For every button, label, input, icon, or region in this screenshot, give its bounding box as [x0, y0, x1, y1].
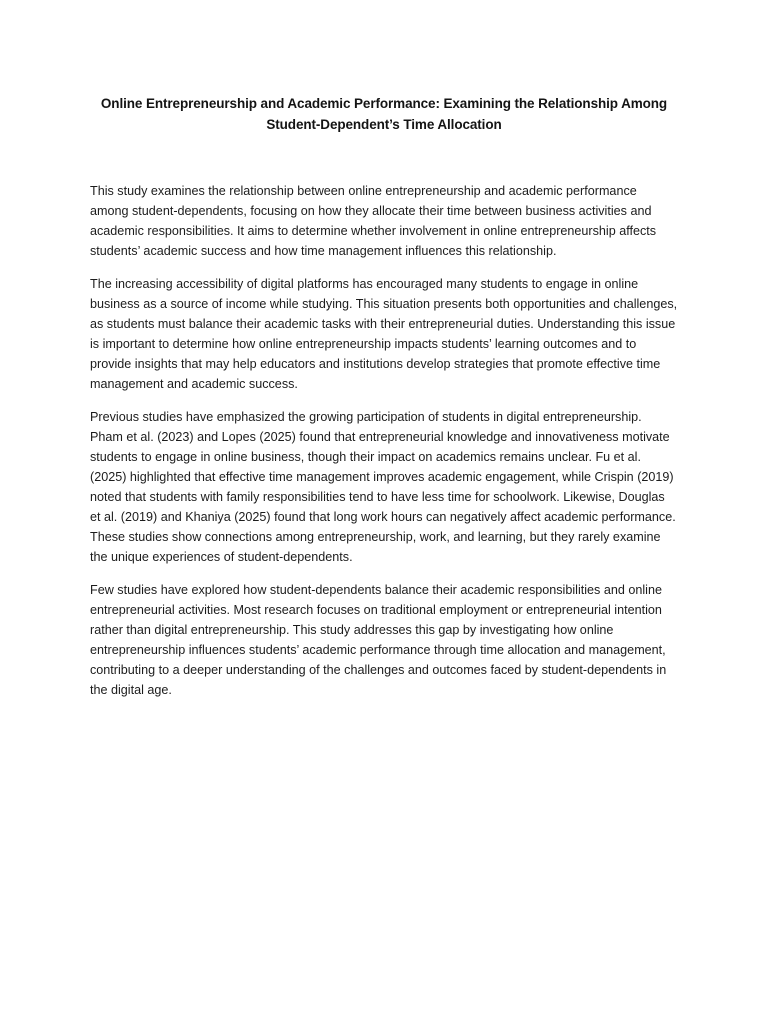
title-line-1: Online Entrepreneurship and Academic Performance: Examining the Relationship Among	[100, 96, 668, 111]
title-line-2: Student-Dependent’s Time Allocation	[266, 117, 502, 132]
paragraph-4: Few studies have explored how student-dependents balance their academic responsibilities and online entrepreneurial activities. Most research focuses on traditional employment or entrepreneurial intention rather than digital entrepreneurship. This study addresses this gap by investigating how online entrepreneurship influences students’ academic performance through time allocation and management, contributing to a deeper understanding of the challenges and outcomes faced by student-dependents in the digital age.	[90, 583, 667, 697]
document-body	[90, 181, 678, 713]
paragraph-3: Previous studies have emphasized the growing participation of students in digital entrepreneurship. Pham et al. (2023) and Lopes (2025) found that entrepreneurial knowledge and innovativeness motivate students to engage in online business, though their impact on academics remains unclear. Fu et al. (2025) highlighted that effective time management improves academic engagement, while Crispin (2019) noted that students with family responsibilities tend to have less time for schoolwork. Likewise, Douglas et al. (2019) and Khaniya (2025) found that long work hours can negatively affect academic performance. These studies show connections among entrepreneurship, work, and learning, but they rarely examine the unique experiences of student-dependents.	[90, 410, 676, 564]
document-title	[96, 93, 672, 135]
paragraph-1: This study examines the relationship between online entrepreneurship and academic performance among student-dependents, focusing on how they allocate their time between business activities and academic responsibilities. It aims to determine whether involvement in online entrepreneurship affects students’ academic success and how time management influences this relationship.	[90, 184, 657, 258]
paragraph-2: The increasing accessibility of digital platforms has encouraged many students to engage in online business as a source of income while studying. This situation presents both opportunities and challenges, as students must balance their academic tasks with their entrepreneurial duties. Understanding this issue is important to determine how online entrepreneurship impacts students’ learning outcomes and to provide insights that may help educators and institutions develop strategies that promote effective time management and academic success.	[90, 277, 678, 391]
